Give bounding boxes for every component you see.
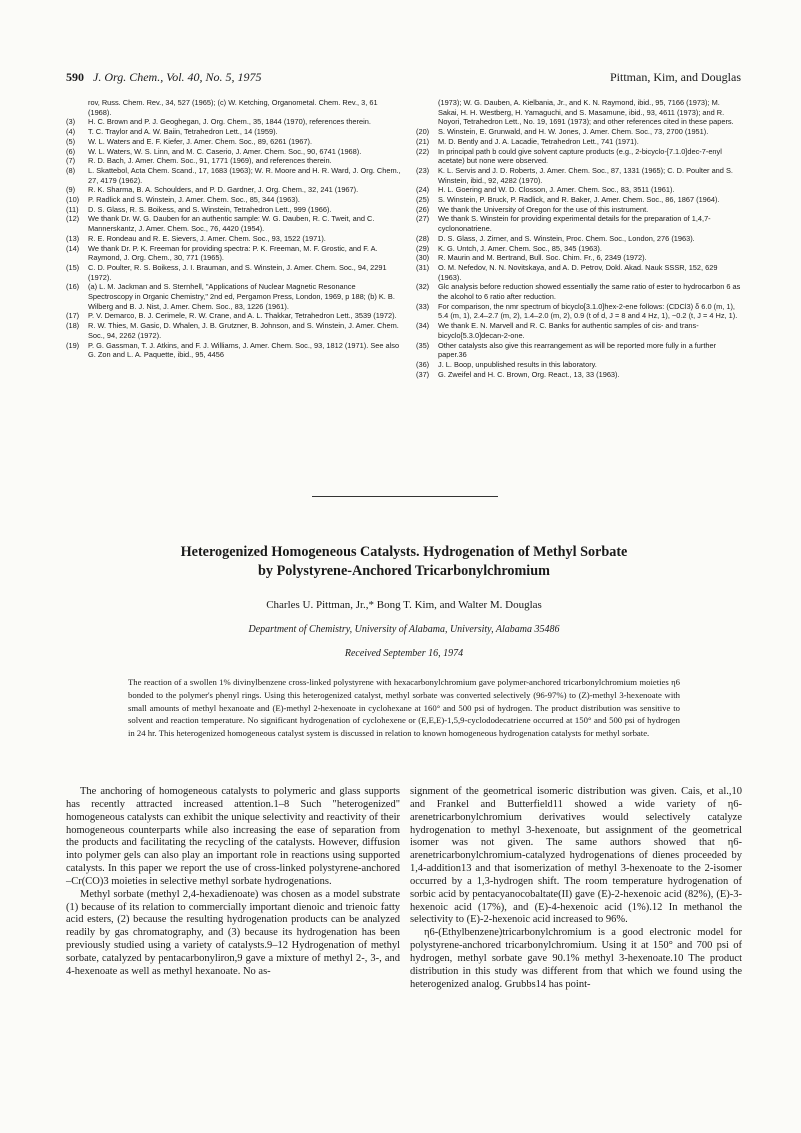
article-title xyxy=(66,543,742,581)
reference-text: R. Maurin and M. Bertrand, Bull. Soc. Chim. Fr., 6, 2349 (1972). xyxy=(438,253,647,263)
reference-number: (32) xyxy=(416,282,430,292)
page-number: 590 xyxy=(66,70,84,84)
article-title-line-1: Heterogenized Homogeneous Catalysts. Hydrogenation of Methyl Sorbate xyxy=(180,544,628,560)
reference-text: H. L. Goering and W. D. Closson, J. Amer. Chem. Soc., 83, 3511 (1961). xyxy=(438,185,675,195)
running-head xyxy=(66,70,741,86)
reference-number: (5) xyxy=(66,136,76,146)
reference-item xyxy=(66,341,402,360)
reference-number: (24) xyxy=(416,185,430,195)
reference-number: (30) xyxy=(416,253,430,263)
reference-number: (7) xyxy=(66,156,76,166)
reference-text: K. L. Servis and J. D. Roberts, J. Amer. Chem. Soc., 87, 1331 (1965); C. D. Poulter and S. Winstein, ibid., 92, 4282 (1970). xyxy=(438,165,733,185)
reference-item xyxy=(66,195,402,205)
reference-number: (27) xyxy=(416,214,430,224)
reference-item xyxy=(66,156,402,166)
reference-item xyxy=(416,98,742,127)
reference-item xyxy=(66,98,402,117)
reference-number: (26) xyxy=(416,204,430,214)
reference-text: (a) L. M. Jackman and S. Sternhell, "Applications of Nuclear Magnetic Resonance Spectroscopy in Organic Chemistry," 2nd ed, Pergamon Press, London, 1969, p 188; (b) K. B. Wilberg and B. J. Nist, J. Amer. Chem. Soc., 83, 1226 (1961). xyxy=(88,282,395,311)
reference-text: R. K. Sharma, B. A. Schoulders, and P. D. Gardner, J. Org. Chem., 32, 241 (1967). xyxy=(88,185,359,195)
body-paragraph: signment of the geometrical isomeric distribution was given. Cais, et al.,10 and Frankel and Butterfield11 showed a wide variety of η6-arenetricarbonylchromium derivatives would selectively catalyze hydrogenation to methyl 3-hexenoate, but assignment of the geometrical isomer was not given. The same authors showed that η6-arenetricarbonylchromium-catalyzed hydrogenations of dienes proceeded by 1,4-addition13 and that isomerization of methyl 3-hexenoate to the 2-isomer occurred by a 1,3-hydrogen shift. The room temperature hydrogenation of sorbic acid by pentacyanocobaltate(II) gave (E)-2-hexenoic acid (82%), (E)-3-hexenoic acid (17%), and (E)-4-hexenoic acid (1%).12 In methanol the selectivity to (E)-2-hexenoic acid increased to 96%. xyxy=(410,786,742,926)
reference-text: H. C. Brown and P. J. Geoghegan, J. Org. Chem., 35, 1844 (1970), references therein. xyxy=(88,117,371,127)
reference-item xyxy=(416,263,742,282)
reference-number: (31) xyxy=(416,262,430,272)
reference-item xyxy=(66,185,402,195)
reference-text: P. V. Demarco, B. J. Cerimele, R. W. Crane, and A. L. Thakkar, Tetrahedron Lett., 3539 (1972). xyxy=(88,311,397,321)
reference-item xyxy=(416,341,742,360)
reference-item xyxy=(416,195,742,205)
reference-number: (3) xyxy=(66,117,76,127)
reference-text: L. Skattebol, Acta Chem. Scand., 17, 1683 (1963); W. R. Moore and H. R. Ward, J. Org. Chem., 27, 4179 (1962). xyxy=(88,165,401,185)
reference-item xyxy=(416,205,742,215)
reference-text: W. L. Waters and E. F. Kiefer, J. Amer. Chem. Soc., 89, 6261 (1967). xyxy=(88,136,313,146)
reference-number: (20) xyxy=(416,127,430,137)
reference-item xyxy=(416,321,742,340)
reference-text: K. G. Untch, J. Amer. Chem. Soc., 85, 345 (1963). xyxy=(438,243,602,253)
reference-item xyxy=(66,147,402,157)
reference-text: We thank the University of Oregon for the use of this instrument. xyxy=(438,204,649,214)
references-left-column xyxy=(66,98,402,360)
reference-item xyxy=(416,244,742,254)
reference-item xyxy=(416,302,742,321)
reference-item xyxy=(416,166,742,185)
reference-number: (12) xyxy=(66,214,80,224)
reference-text: P. G. Gassman, T. J. Atkins, and F. J. Williams, J. Amer. Chem. Soc., 93, 1812 (1971). See also G. Zon and L. A. Paquette, ibid., 95, 4456 xyxy=(88,340,400,360)
reference-text: T. C. Traylor and A. W. Baiin, Tetrahedron Lett., 14 (1959). xyxy=(88,127,278,137)
reference-number: (11) xyxy=(66,204,79,214)
section-divider xyxy=(312,496,498,497)
reference-number: (34) xyxy=(416,321,430,331)
article-title-line-2: by Polystyrene-Anchored Tricarbonylchromium xyxy=(258,563,550,579)
reference-number: (25) xyxy=(416,195,430,205)
reference-number: (33) xyxy=(416,301,430,311)
reference-text: C. D. Poulter, R. S. Boikess, J. I. Brauman, and S. Winstein, J. Amer. Chem. Soc., 94, 2291 (1972). xyxy=(88,262,387,282)
reference-item xyxy=(66,117,402,127)
reference-text: We thank S. Winstein for providing experimental details for the preparation of 1,4,7-cyclononatriene. xyxy=(438,214,711,234)
reference-number: (28) xyxy=(416,233,430,243)
reference-item xyxy=(416,370,742,380)
received-date: Received September 16, 1974 xyxy=(344,648,464,659)
reference-item xyxy=(66,234,402,244)
reference-item xyxy=(66,127,402,137)
reference-number xyxy=(416,98,438,127)
reference-number: (13) xyxy=(66,233,80,243)
references-right-column xyxy=(416,98,742,379)
reference-number: (22) xyxy=(416,146,430,156)
reference-item xyxy=(66,137,402,147)
reference-item xyxy=(66,321,402,340)
reference-number: (8) xyxy=(66,165,76,175)
reference-number: (23) xyxy=(416,165,430,175)
reference-item xyxy=(416,360,742,370)
reference-text: Other catalysts also give this rearrangement as will be reported more fully in a further paper.36 xyxy=(438,340,717,360)
abstract: The reaction of a swollen 1% divinylbenzene cross-linked polystyrene with hexacarbonylchromium gave polymer-anchored tricarbonylchromium moieties η6 bonded to the polymer's phenyl rings. Using this heterogenized catalyst, methyl sorbate was converted selectively (96-97%) to (Z)-methyl 3-hexenoate with small amounts of methyl hexanoate and (E)-methyl 2-hexenoate in cyclohexane at 160° and 500 psi of hydrogen. The product distribution was sensitive to solvent and reaction temperature. No significant hydrogenation of cyclohexene or (E,E,E)-1,5,9-cyclododecatriene occurred at 150° and 500 psi of hydrogen in 24 hr. This heterogenized homogeneous catalyst system is discussed in relation to known homogeneous hydrogenation catalysts for methyl sorbate. xyxy=(128,677,680,739)
reference-text: G. Zweifel and H. C. Brown, Org. React., 13, 33 (1963). xyxy=(438,369,620,379)
reference-item xyxy=(66,214,402,233)
reference-item xyxy=(416,253,742,263)
reference-text: R. W. Thies, M. Gasic, D. Whalen, J. B. Grutzner, B. Johnson, and S. Winstein, J. Amer. Chem. Soc., 94, 2262 (1972). xyxy=(88,321,399,340)
reference-text: rov, Russ. Chem. Rev., 34, 527 (1965); (c) W. Ketching, Organometal. Chem. Rev., 3, 61 (1968). xyxy=(88,98,378,117)
body-paragraph: η6-(Ethylbenzene)tricarbonylchromium is a good electronic model for polystyrene-anchored tricarbonylchromium. Using it at 150° and 700 psi of hydrogen, methyl sorbate gave 90.1% methyl 3-hexenoate.10 The product distribution in this study was different from that which we found using the heterogenized analog. Grubbs14 has point- xyxy=(410,927,742,990)
article-authors: Charles U. Pittman, Jr.,* Bong T. Kim, and Walter M. Douglas xyxy=(266,599,542,611)
reference-text: We thank E. N. Marvell and R. C. Banks for authentic samples of cis- and trans-bicyclo[5.3.0]decan-2-one. xyxy=(438,321,699,340)
reference-number: (17) xyxy=(66,311,80,321)
reference-number: (35) xyxy=(416,340,430,350)
reference-text: S. Winstein, P. Bruck, P. Radlick, and R. Baker, J. Amer. Chem. Soc., 86, 1867 (1964). xyxy=(438,195,720,205)
reference-text: We thank Dr. W. G. Dauben for an authentic sample: W. G. Dauben, R. C. Tweit, and C. Mannerskantz, J. Amer. Chem. Soc., 76, 4420 (1954). xyxy=(88,214,375,234)
reference-number: (6) xyxy=(66,146,76,156)
reference-text: (1973); W. G. Dauben, A. Kielbania, Jr., and K. N. Raymond, ibid., 95, 7166 (1973); M. Sakai, H. H. Westberg, H. Yamaguchi, and S. Masamune, ibid., 93, 4611 (1973); and R. Noyori, Tetrahedron Lett., No. 19, 1691 (1973); and other references cited in these papers. xyxy=(438,98,734,127)
reference-item xyxy=(416,137,742,147)
reference-text: D. S. Glass, J. Zirner, and S. Winstein, Proc. Chem. Soc., London, 276 (1963). xyxy=(438,233,695,243)
reference-text: J. L. Boop, unpublished results in this laboratory. xyxy=(438,359,597,369)
reference-text: P. Radlick and S. Winstein, J. Amer. Chem. Soc., 85, 344 (1963). xyxy=(88,195,300,205)
reference-number: (16) xyxy=(66,282,80,292)
body-paragraph: The anchoring of homogeneous catalysts to polymeric and glass supports has recently attracted increased attention.1–8 Such "heterogenized" homogeneous catalysts can exhibit the unique selectivity and reactivity of their homogeneous counterparts while also increasing the ease of separation from the products and facilitating the recycling of the catalysts. However, diffusion into polymer gels can also play an important role in reactions using supported catalysts. In this paper we report the use of cross-linked polystyrene-anchored –Cr(CO)3 moieties in selective methyl sorbate hydrogenations. xyxy=(66,786,400,887)
reference-text: W. L. Waters, W. S. Linn, and M. C. Caserio, J. Amer. Chem. Soc., 90, 6741 (1968). xyxy=(88,146,362,156)
reference-number: (29) xyxy=(416,243,430,253)
reference-item xyxy=(416,127,742,137)
running-head-authors: Pittman, Kim, and Douglas xyxy=(610,70,741,84)
reference-item xyxy=(66,205,402,215)
reference-item xyxy=(66,263,402,282)
body-column-right xyxy=(410,786,742,992)
reference-text: M. D. Bently and J. A. Lacadie, Tetrahedron Lett., 741 (1971). xyxy=(438,136,639,146)
journal-citation: J. Org. Chem., Vol. 40, No. 5, 1975 xyxy=(93,70,262,84)
reference-text: S. Winstein, E. Grunwald, and H. W. Jones, J. Amer. Chem. Soc., 73, 2700 (1951). xyxy=(438,127,709,137)
reference-number: (9) xyxy=(66,185,76,195)
reference-item xyxy=(66,282,402,311)
reference-text: R. D. Bach, J. Amer. Chem. Soc., 91, 1771 (1969), and references therein. xyxy=(88,156,332,166)
reference-number: (21) xyxy=(416,136,430,146)
reference-text: For comparison, the nmr spectrum of bicyclo[3.1.0]hex-2-ene follows: (CDCl3) δ 6.0 (m, 1), 5.4 (m, 1), 2.4–2.7 (m, 2), 1.4–2.0 (m, 2), 0.9 (t of d, J = 8 and 4 Hz, 1), −0.2 (t, J = 4 Hz, 1). xyxy=(438,301,738,321)
reference-number: (10) xyxy=(66,195,80,205)
reference-number: (15) xyxy=(66,262,80,272)
author-affiliation: Department of Chemistry, University of Alabama, University, Alabama 35486 xyxy=(248,624,560,635)
reference-number: (18) xyxy=(66,321,80,331)
reference-text: O. M. Nefedov, N. N. Novitskaya, and A. D. Petrov, Dokl. Akad. Nauk SSSR, 152, 629 (1963). xyxy=(438,262,718,282)
running-head-left xyxy=(66,70,262,85)
reference-number: (36) xyxy=(416,359,430,369)
body-column-left xyxy=(66,786,400,979)
reference-item xyxy=(66,311,402,321)
reference-number: (19) xyxy=(66,340,80,350)
reference-item xyxy=(66,166,402,185)
reference-item xyxy=(416,282,742,301)
reference-item xyxy=(416,147,742,166)
reference-text: R. E. Rondeau and R. E. Sievers, J. Amer. Chem. Soc., 93, 1522 (1971). xyxy=(88,233,326,243)
reference-item xyxy=(416,185,742,195)
body-paragraph: Methyl sorbate (methyl 2,4-hexadienoate) was chosen as a model substrate (1) because of its relation to commercially important dienoic and trienoic fatty acid esters, (2) because the resulting hydrogenation products can be analyzed readily by gas chromatography, and (3) because its hydrogenation has been previously studied using a variety of catalysts.9–12 Hydrogenation of methyl sorbate, catalyzed by pentacarbonyliron,9 gave a mixture of methyl 2-, 3-, and 4-hexenoate as well as methyl hexanoate. No as- xyxy=(66,888,400,977)
reference-item xyxy=(66,244,402,263)
reference-number xyxy=(66,98,88,117)
reference-item xyxy=(416,234,742,244)
reference-text: We thank Dr. P. K. Freeman for providing spectra: P. K. Freeman, M. F. Grostic, and F. A. Raymond, J. Org. Chem., 30, 771 (1965). xyxy=(88,243,378,263)
reference-text: In principal path b could give solvent capture products (e.g., 2-bicyclo-[7.1.0]dec-7-enyl acetate) but none were observed. xyxy=(438,146,722,166)
reference-number: (4) xyxy=(66,127,76,137)
reference-text: Glc analysis before reduction showed essentially the same ratio of ester to hydrocarbon 6 as the alcohol to 6 ratio after reduction. xyxy=(438,282,741,302)
reference-number: (37) xyxy=(416,369,430,379)
reference-text: D. S. Glass, R. S. Boikess, and S. Winstein, Tetrahedron Lett., 999 (1966). xyxy=(88,204,332,214)
reference-number: (14) xyxy=(66,243,80,253)
reference-item xyxy=(416,214,742,233)
